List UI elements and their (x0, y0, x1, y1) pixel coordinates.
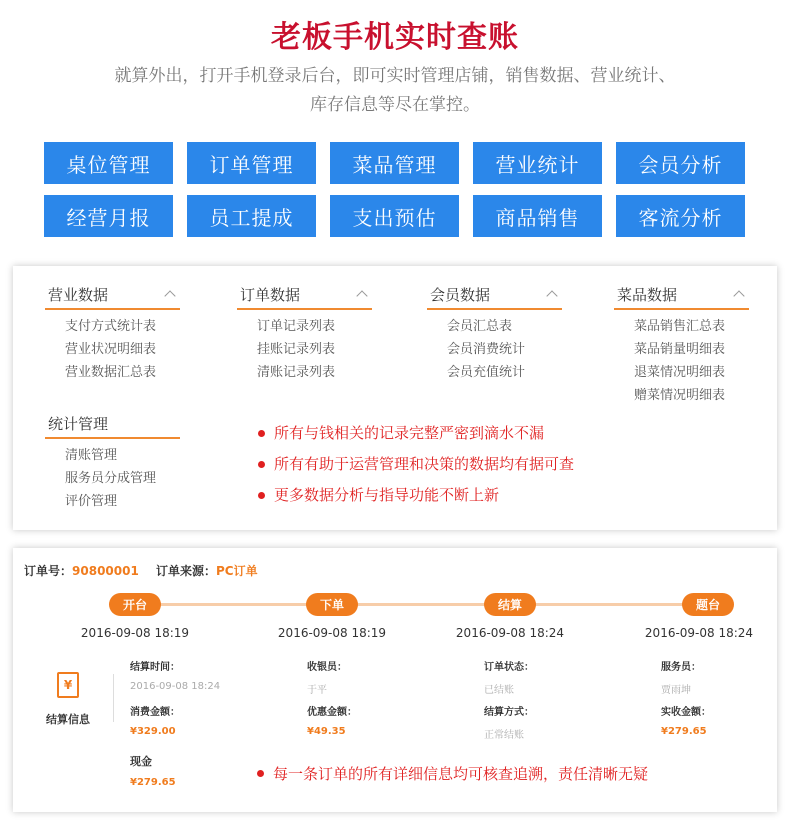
timeline-node-open: 开台 (109, 593, 161, 616)
report-link[interactable]: 退菜情况明细表 (634, 365, 726, 380)
bullet-text: 更多数据分析与指导功能不断上新 (274, 486, 500, 504)
category-header[interactable] (45, 280, 180, 310)
subtitle-line-1: 就算外出，打开手机登录后台，即可实时管理店铺，销售数据、营业统计、 (114, 66, 676, 86)
timeline-node-order: 下单 (306, 593, 358, 616)
chevron-up-icon (733, 290, 744, 301)
expense-estimate-button[interactable]: 支出预估 (330, 195, 459, 237)
order-source-label: 订单来源： (156, 564, 217, 578)
category-dish-data (614, 280, 749, 407)
bullet-text: 所有与钱相关的记录完整严密到滴水不漏 (274, 424, 545, 442)
category-order-data (237, 280, 372, 384)
category-header[interactable] (45, 409, 180, 439)
bullet-item (258, 418, 574, 449)
bullet-dot-icon (258, 430, 265, 437)
field-label: 收银员： (307, 662, 347, 673)
received-amount-field (661, 703, 711, 737)
cash-payment (130, 753, 176, 788)
bullet-dot-icon (258, 461, 265, 468)
cash-value: ¥279.65 (130, 777, 176, 788)
field-value: 2016-09-08 18:24 (130, 681, 221, 692)
timeline-date: 2016-09-08 18:24 (644, 626, 754, 640)
category-title: 营业数据 (48, 285, 109, 304)
order-management-button[interactable]: 订单管理 (187, 142, 316, 184)
order-number-value: 90800001 (72, 564, 139, 578)
report-link[interactable]: 菜品销售汇总表 (634, 319, 726, 334)
traceability-note (257, 763, 648, 784)
report-link[interactable]: 营业数据汇总表 (65, 365, 157, 380)
field-value: 已结账 (484, 685, 514, 696)
category-title: 菜品数据 (617, 285, 678, 304)
field-value: 于平 (307, 685, 327, 696)
field-value: 正常结账 (484, 730, 524, 741)
cash-label: 现金 (130, 755, 152, 768)
traffic-analysis-button[interactable]: 客流分析 (616, 195, 745, 237)
category-title: 统计管理 (48, 414, 109, 433)
report-link[interactable]: 会员消费统计 (447, 342, 526, 357)
order-detail-panel (13, 548, 777, 812)
category-header[interactable] (237, 280, 372, 310)
order-source-value: PC订单 (216, 564, 258, 578)
timeline-node-close: 题台 (682, 593, 734, 616)
dish-management-button[interactable]: 菜品管理 (330, 142, 459, 184)
category-statistics-management (45, 409, 180, 513)
report-link[interactable]: 评价管理 (65, 494, 118, 509)
chevron-up-icon (164, 290, 175, 301)
subtitle-line-2: 库存信息等尽在掌控。 (310, 95, 480, 115)
timeline-line (125, 603, 695, 606)
bullet-dot-icon (258, 492, 265, 499)
report-link[interactable]: 挂账记录列表 (257, 342, 336, 357)
order-number-label: 订单号： (24, 564, 73, 578)
member-analysis-button[interactable]: 会员分析 (616, 142, 745, 184)
report-link[interactable]: 会员汇总表 (447, 319, 513, 334)
timeline-node-settle: 结算 (484, 593, 536, 616)
timeline-date: 2016-09-08 18:24 (455, 626, 565, 640)
discount-amount-field (307, 703, 357, 737)
order-status-field (484, 658, 534, 696)
field-label: 服务员： (661, 662, 701, 673)
field-label: 结算方式： (484, 707, 534, 718)
table-management-button[interactable]: 桌位管理 (44, 142, 173, 184)
bullet-item (258, 480, 574, 511)
report-link[interactable]: 会员充值统计 (447, 365, 526, 380)
field-label: 订单状态： (484, 662, 534, 673)
page-title: 老板手机实时查账 (271, 20, 519, 55)
chevron-up-icon (356, 290, 367, 301)
product-sales-button[interactable]: 商品销售 (473, 195, 602, 237)
timeline-date: 2016-09-08 18:19 (277, 626, 387, 640)
report-link[interactable]: 赠菜情况明细表 (634, 388, 726, 403)
category-header[interactable] (427, 280, 562, 310)
category-title: 订单数据 (240, 285, 301, 304)
cashier-field (307, 658, 347, 696)
category-header[interactable] (614, 280, 749, 310)
settlement-info-label: 结算信息 (46, 713, 90, 726)
settle-time-field (130, 658, 220, 692)
field-value: ¥329.00 (130, 726, 176, 737)
bullet-dot-icon (257, 770, 264, 777)
payment-method-field (484, 703, 534, 741)
order-source (156, 562, 258, 579)
report-link[interactable]: 订单记录列表 (257, 319, 336, 334)
category-member-data (427, 280, 562, 384)
report-link[interactable]: 清账管理 (65, 448, 118, 463)
feature-button-grid (44, 142, 749, 237)
consumption-amount-field (130, 703, 180, 737)
receipt-yen-icon: ¥ (57, 672, 79, 698)
feature-bullet-list (258, 418, 574, 511)
bullet-text: 所有有助于运营管理和决策的数据均有据可查 (274, 455, 575, 473)
timeline-date: 2016-09-08 18:19 (80, 626, 190, 640)
category-title: 会员数据 (430, 285, 491, 304)
report-link[interactable]: 服务员分成管理 (65, 471, 157, 486)
waiter-field (661, 658, 701, 696)
field-value: ¥279.65 (661, 726, 707, 737)
order-number (24, 562, 139, 579)
report-link[interactable]: 清账记录列表 (257, 365, 336, 380)
page-subtitle (60, 62, 730, 120)
divider (113, 674, 114, 722)
field-value: 贾雨坤 (661, 685, 691, 696)
category-business-data (45, 280, 180, 384)
report-panel (13, 266, 777, 530)
field-value: ¥49.35 (307, 726, 346, 737)
field-label: 实收金额： (661, 707, 711, 718)
chevron-up-icon (546, 290, 557, 301)
report-link[interactable]: 菜品销量明细表 (634, 342, 726, 357)
field-label: 消费金额： (130, 707, 180, 718)
monthly-report-button[interactable]: 经营月报 (44, 195, 173, 237)
bullet-item (258, 449, 574, 480)
staff-commission-button[interactable]: 员工提成 (187, 195, 316, 237)
report-link[interactable]: 支付方式统计表 (65, 319, 157, 334)
field-label: 优惠金额： (307, 707, 357, 718)
field-label: 结算时间： (130, 662, 180, 673)
business-statistics-button[interactable]: 营业统计 (473, 142, 602, 184)
report-link[interactable]: 营业状况明细表 (65, 342, 157, 357)
traceability-note-text: 每一条订单的所有详细信息均可核查追溯，责任清晰无疑 (273, 765, 649, 783)
